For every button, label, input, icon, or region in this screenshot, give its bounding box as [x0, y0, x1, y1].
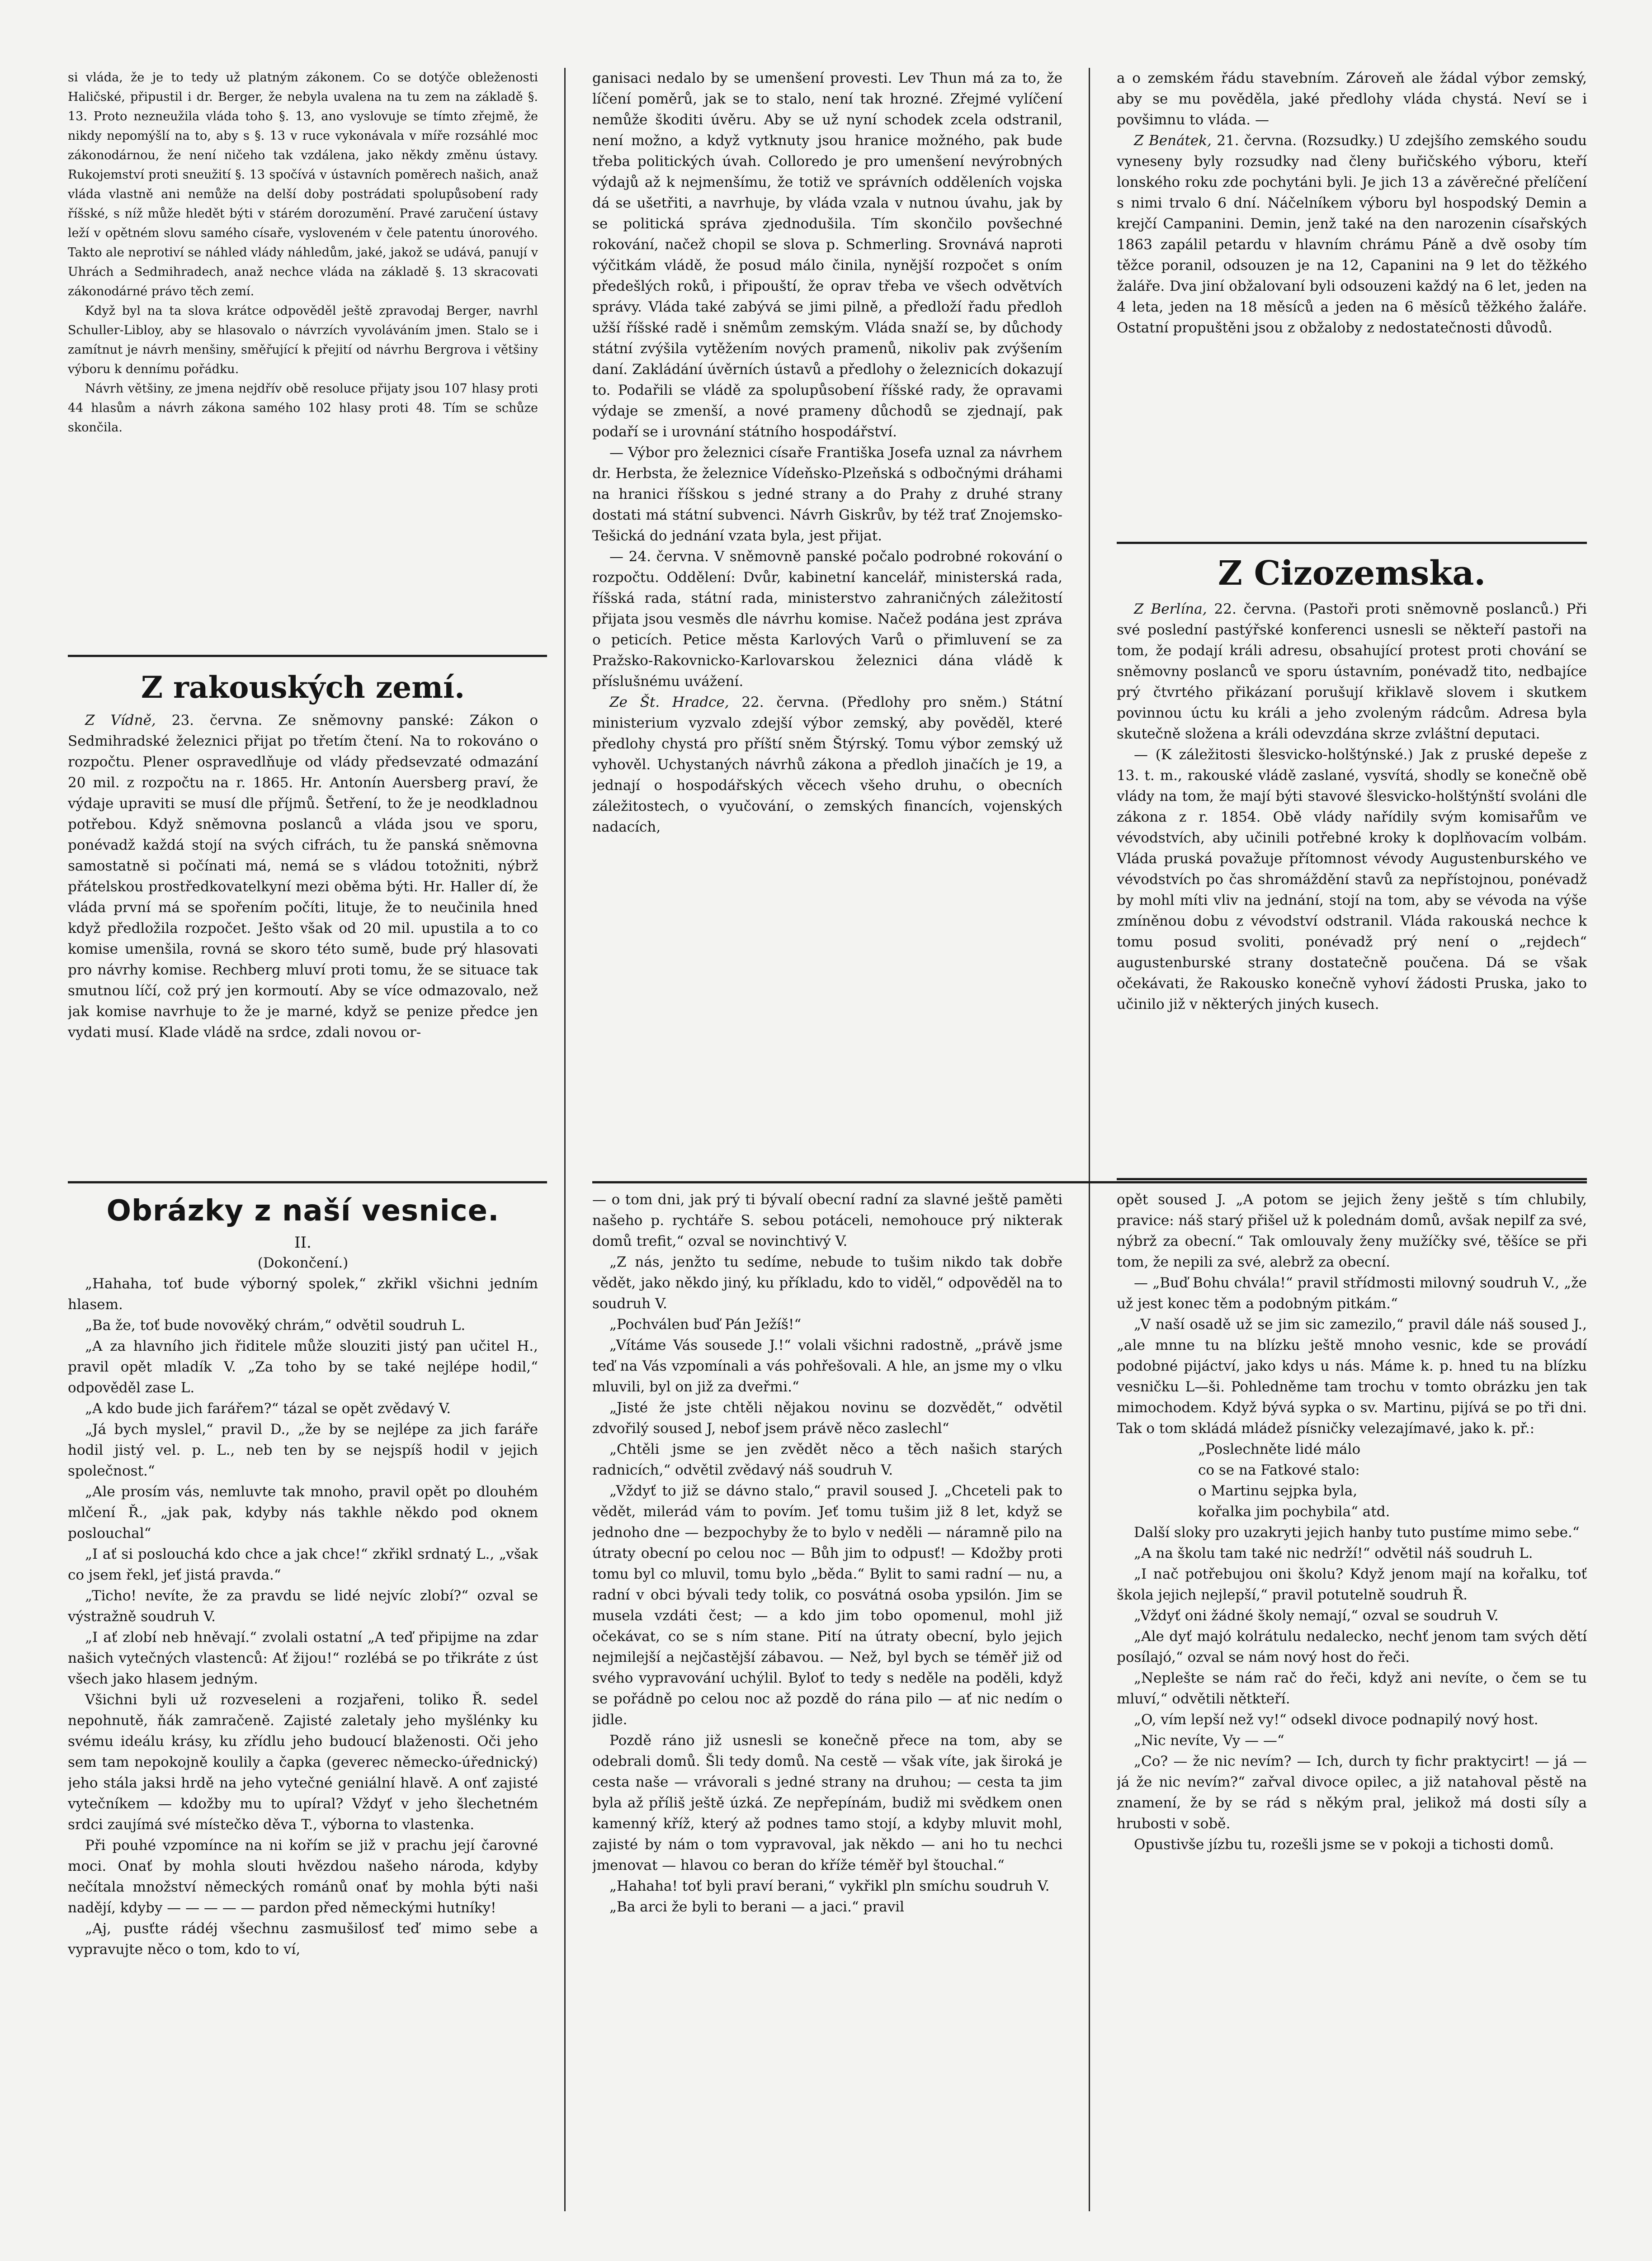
paragraph: „Já bych myslel,“ pravil D., „že by se nejlépe za jich faráře hodil jistý vel. p. L., neb ten by se nejspíš hodil v jejich společnost.“: [68, 1421, 538, 1479]
paragraph-text: 22. června. (Pastoři proti sněmovně poslanců.) Při své poslední pastýřské konferenci usnesli se někteří pastoři na tom, že podají králi adresu, obsahující protest proti chování se sněmovny poslanců ve sporu ústavním, ponévadž tito, nedbajíce prý čtvrtého přikázaní porušují křiklavě slovem i skutkem povinnou úctu ku králi a jeho zvoleným rádcům. Adresa byla skutečně složena a králi odevzdána skrze zvláštní deputaci.: [1117, 601, 1587, 742]
paragraph: „A kdo bude jich farářem?“ tázal se opět zvědavý V.: [85, 1400, 451, 1417]
section-heading: Z rakouských zemí.: [141, 670, 465, 705]
paragraph: [1117, 599, 1587, 744]
paragraph: „Ticho! nevíte, že za pravdu se lidé nejvíc zlobí?“ ozval se výstražně soudruh V.: [68, 1588, 538, 1625]
paragraph: „Aj, pusťte rádéj všechnu zasmušilosť teď mimo sebe a vypravujte něco o tom, kdo to ví,: [68, 1920, 538, 1958]
paragraph: „Nic nevíte, Vy — —“: [1134, 1732, 1284, 1749]
paragraph: — (K záležitosti šlesvicko-holštýnské.) Jak z pruské depeše z 13. t. m., rakouské vládě zaslané, vysvítá, shodly se konečně obě vlády na tom, že mají býti stavové šlesvicko-holštýnští svoláni dle zákona z r. 1854. Obě vlády nařídily svým komisařům ve vévodstvích, aby učinili potřebné kroky k doplňovacím volbám. Vláda pruská považuje přítomnost vévody Augustenburského ve vévodstvích po čas shromáždění stavů za nepřístojnou, ponévadž by mohl míti vliv na jednání, stojí na tom, aby se vévoda na výše zmíněnou dobu z vévodství odstranil. Vláda rakouská nechce k tomu posud svoliti, ponévadž prý není o „rejdech“ augustenburské strany dostatečně poučena. Dá se však očekávati, že Rakousko konečně vyhoví žádosti Pruska, jako to učinilo již v některých jiných kusech.: [1117, 747, 1587, 1012]
paragraph: „A na školu tam také nic nedrží!“ odvětil náš soudruh L.: [1134, 1545, 1533, 1561]
paragraph: „Hahaha! toť byli praví berani,“ vykřikl pln smíchu soudruh V.: [609, 1878, 1050, 1894]
paragraph: „Ale prosím vás, nemluvte tak mnoho, pravil opět po dlouhém mlčení Ř., „jak pak, kdyby nás takhle někdo pod oknem poslouchal“: [68, 1484, 538, 1542]
paragraph: „O, vím lepší než vy!“ odsekl divoce podnapilý nový host.: [1134, 1712, 1539, 1728]
section-cizozemska: [1117, 548, 1587, 1015]
paragraph: Opustivše jízbu tu, rozešli jsme se v pokoji a tichosti domů.: [1134, 1836, 1554, 1853]
feature-obrazky: [68, 1189, 538, 1960]
column-3: [1117, 68, 1587, 2211]
paragraph: Všichni byli už rozveseleni a rozjařeni, toliko Ř. sedel nepohnutě, ňák zamračeně. Zajisté zaletaly jeho myšlénky ku svému ideálu krásy, ku zřídlu jeho budoucí blaženosti. Oči jeho sem tam nepokojně koulily a čapka (geverec německo-úřednický) jeho stála jaksi hrdě na jeho vytečné geniální hlavě. A onť zajisté vytečníkem — kdožby mu to upíral? Vždyť v jeho šlechetném srdci zaujímá své místečko děva T., výborna to vlastenka.: [68, 1692, 538, 1833]
column-2: [592, 68, 1062, 2211]
paragraph: ganisaci nedalo by se umenšení provesti. Lev Thun má za to, že líčení poměrů, jak se to stalo, není tak hrozné. Zřejmé vylíčení nemůže škoditi úvěru. Aby se už nyní schodek zcela odstranil, není možno, a když vytknuty jsou hranice možného, pak bude třeba politických úvah. Colloredo je pro umenšení nevýrobných výdajů až k nejmenšímu, že totiž ve správních odděleních vojska dá se ušetřiti, a navrhuje, by vláda vzala v nutnou úvahu, jak by se politická správa zjednodušila. Tím skončilo povšechné rokování, načež chopil se slova p. Schmerling. Srovnává naproti výčitkám vládě, že posud málo činila, nynější rozpočet s oním předešlých roků, i připouští, že oprav třeba ve všech odvětvích správy. Vláda také zabývá se jimi pilně, a předloží řadu předloh užší říšské radě i sněmům zemským. Vláda snaží se, by důchody státní zvýšila vytěžením nových pramenů, nikoliv pak zvýšením daní. Zakládání úvěrních ústavů a předlohy o železnicích dokazují to. Podařili se vládě za spolupůsobení říšské rady, že opravami výdaje se zmenší, a nové prameny důchodů se zjednají, pak podaří se i urovnání státního hospodářství.: [592, 70, 1062, 440]
dateline: Z Berlína,: [1134, 601, 1207, 617]
paragraph: „V naší osadě už se jim sic zamezilo,“ pravil dále náš soused J., „ale mnne tu na blízku ještě mnoho vesnic, kde se provádí podobné pijáctví, jako kdys u nás. Máme k. p. hned tu na blízku vesničku L—ši. Pohledněme tam trochu v tomto obrázku jen tak mimochodem. Když bývá sypka o sv. Martinu, pijívá se po tři dni. Tak o tom skládá mládež písničky velezajímavé, jako k. př.:: [1117, 1316, 1587, 1437]
verse-line: o Martinu sejpka byla,: [1198, 1483, 1358, 1499]
paragraph: — o tom dni, jak prý ti bývalí obecní radní za slavné ještě paměti našeho p. rychtáře S. sebou potáceli, nemohouce prý nikterak domů trefit,“ ozval se novinchtivý V.: [592, 1192, 1062, 1249]
feature-heading: Obrázky z naší vesnice.: [106, 1194, 500, 1228]
report-continuation: [592, 68, 1062, 837]
paragraph: „Vždyť oni žádné školy nemají,“ ozval se soudruh V.: [1134, 1608, 1499, 1624]
paragraph: „Ale dyť majó kolrátulu nedalecko, nechť jenom tam svých dětí posílajó,“ ozval se nám nový host do řeči.: [1117, 1628, 1587, 1665]
paragraph: „Pochválen buď Pán Ježíš!“: [609, 1316, 802, 1333]
verse-line: kořalka jim pochybila“ atd.: [1198, 1504, 1390, 1520]
report-continuation: [1117, 68, 1587, 338]
report-continuation: [68, 68, 538, 437]
subtitle: (Dokončení.): [257, 1255, 349, 1271]
column-1: [68, 68, 538, 2211]
paragraph: — Výbor pro železnici císaře Františka Josefa uznal za návrhem dr. Herbsta, že železnice Vídeňsko-Plzeňská s odbočnými dráhami na hranici říšskou s jedné strany a do Prahy z druhé strany dostati má státní subvenci. Návrh Giskrův, by též trať Znojemsko-Tešická do jednání vzata byla, jest přijat.: [592, 445, 1062, 544]
verse-line: „Poslechněte lidé málo: [1198, 1441, 1361, 1457]
paragraph: „A za hlavního jich řiditele může slouziti jistý pan učitel H., pravil opět mladík V. „Za toho by se také nejlépe hodil,“ odpověděl zase L.: [68, 1338, 538, 1396]
feature-continuation: [592, 1189, 1062, 1917]
paragraph: [592, 692, 1062, 837]
paragraph: opět soused J. „A potom se jejich ženy ještě s tím chlubily, pravice: náš starý přišel už k polednám domů, avšak nepilf za své, nýbrž za obecní.“ Tak omlouvaly ženy mužíčky své, těšíce se při tom, že nepili za své, alebrž za obecní.: [1117, 1192, 1587, 1270]
paragraph: „Co? — že nic nevím? — Ich, durch ty fichr praktycirt! — já — já že nic nevím?“ zařval divoce opilec, a již natahoval pěstě na znamení, že by se rád s někým pral, jelikož má dosti síly a hrubosti v sobě.: [1117, 1753, 1587, 1832]
paragraph: „Z nás, jenžto tu sedíme, nebude to tušim nikdo tak dobře vědět, jako někdo jiný, ku příkladu, kdo to viděl,“ odpověděl na to soudruh V.: [592, 1254, 1062, 1312]
paragraph: „I nač potřebujou oni školu? Když jenom mají na kořalku, toť škola jejich nejlepší,“ pravil potutelně soudruh Ř.: [1117, 1566, 1587, 1603]
paragraph: — 24. června. V sněmovně panské počalo podrobné rokování o rozpočtu. Oddělení: Dvůr, kabinetní kancelář, ministerská rada, říšská rada, státní rada, ministerstvo zahraničných záležitostí přijata jsou vesměs dle návrhu komise. Načež podána jest zpráva o peticích. Petice města Karlových Varů o přimluvení se za Pražsko-Rakovnicko-Karlovarskou železnici dána vládě k příslušnému uvážení.: [592, 549, 1062, 690]
paragraph-text: 22. června. (Předlohy pro sněm.) Státní ministerium vyzvalo zdejší výbor zemský, aby pověděl, které předlohy chystá pro příští sněm Štýrský. Tomu výbor zemský už vyhověl. Uchystaných návrhů zákona a předloh jinačích je 19, a jednají o hospodářských věcech všeho druhu, o obecních záležitostech, o vyučování, o zemských financích, vojenských nadacích,: [592, 694, 1062, 835]
column-rule: [564, 68, 566, 2211]
section-rakouske-zeme: [68, 665, 538, 1043]
paragraph: „I ať zlobí neb hněvají.“ zvolali ostatní „A teď připijme na zdar našich vytečných vlastenců: Ať žijou!“ rozlébá se po třikráte z úst všech jako hlasem jedným.: [68, 1629, 538, 1687]
part-number: II.: [294, 1234, 312, 1252]
paragraph: „Hahaha, toť bude výborný spolek,“ zkřikl všichni jedním hlasem.: [68, 1276, 538, 1313]
paragraph: — „Buď Bohu chvála!“ pravil střídmosti milovný soudruh V., „že už jest konec těm a podobným pitkám.“: [1117, 1275, 1587, 1312]
verse-line: co se na Fatkové stalo:: [1198, 1462, 1360, 1478]
paragraph: Pozdě ráno již usnesli se konečně přece na tom, aby se odebrali domů. Šli tedy domů. Na cestě — však víte, jak široká je cesta naše — vrávorali s jedné strany na druhou; — cesta ta jim byla až příliš ještě úzká. Ze nepřepínám, budiž mi svědkem onen kamenný kříž, který až podnes tamo stojí, a kdyby mluvit mohl, zajisté by nám o tom vypravoval, jak někdo — ani ho tu nechci jmenovat — hlavou co beran do kříže téměř byl štouchal.“: [592, 1732, 1062, 1873]
paragraph: a o zemském řádu stavebním. Zároveň ale žádal výbor zemský, aby se mu pověděla, jaké předlohy vláda chystá. Neví se i povšimnu to vláda. —: [1117, 70, 1587, 128]
paragraph: „Vždyť to již se dávno stalo,“ pravil soused J. „Chceteli pak to vědět, milerád vám to povím. Jeť tomu tušim již 8 let, když se jednoho dne — bezpochyby že to bylo v neděli — náramně pilo na útraty obecní po celou noc — Bůh jim to odpusť! — Kdožby proti tomu byl co mluvil, tomu bylo „běda.“ Bylit to sami radní — nu, a radní v obci bývali tedy tolik, co posvátná osoba ypsilón. Jim se musela vzdáti čest; — a kdo jim tobo opomenul, mohl již očekávat, co se s ním stane. Pití na útraty obecní, bylo jejich nejmilejší a nejčastější zábavou. — Než, byl bych se téměř již od svého vypravování uchýlil. Byloť to tedy s neděle na poděli, když se pořádně po celou noc až pozdě do rána pilo — ať nic nedím o jidle.: [592, 1483, 1062, 1728]
paragraph: „Neplešte se nám rač do řeči, když ani nevíte, o čem se tu mluví,“ odvětili nětkteří.: [1117, 1670, 1587, 1707]
paragraph: [1117, 130, 1587, 338]
paragraph: „Ba arci že byli to berani — a jaci.“ pravil: [609, 1899, 904, 1915]
paragraph: „Vítáme Vás sousede J.!“ volali všichni radostně, „právě jsme teď na Vás vzpomínali a vás pohřešovali. A hle, an jsme my o vlku mluvili, byl on již za dveřmi.“: [592, 1337, 1062, 1395]
paragraph: „Ba že, toť bude novověký chrám,“ odvětil soudruh L.: [85, 1317, 466, 1334]
dateline: Z Benátek,: [1134, 132, 1212, 149]
paragraph: „Jisté že jste chtěli nějakou novinu se dozvědět,“ odvětil zdvořilý soused J, nebof jsem právě něco zaslechl“: [592, 1400, 1062, 1437]
paragraph: Další sloky pro uzakryti jejich hanby tuto pustíme mimo sebe.“: [1134, 1524, 1580, 1541]
dateline: Z Vídně,: [85, 712, 156, 728]
dateline: Ze Št. Hradce,: [609, 694, 729, 710]
newspaper-page: [68, 68, 1587, 2211]
paragraph-text: 23. června. Ze sněmovny panské: Zákon o Sedmihradské železnici přijat po třetím čtení. Na to rokováno o rozpočtu. Plener ospravedlňuje od vlády předsevzaté odmazání 20 mil. z rozpočtu na r. 1865. Hr. Antonín Auersberg praví, že výdaje upraviti se musí dle příjmů. Šetření, to že je neodkladnou potřebou. Když sněmovna poslanců a vláda jsou ve sporu, ponévadž každá stojí na svých cifrách, tu že panská sněmovna samostatně si počínati má, nemá se s vládou totožniti, nýbrž přátelskou prostředkovatelkyní mezi oběma býti. Hr. Haller dí, že vláda první má se spořením počíti, lituje, že to neučinila hned když předložila rozpočet. Ješto však od 20 mil. upustila a to co komise umenšila, rovná se skoro této sumě, bude prý hlasovati pro návrhy komise. Rechberg mluví proti tomu, že se situace tak smutnou líčí, což prý jen kormoutí. Aby se více odmazovalo, než jak komise navrhuje to že je marné, když se penize předce jen vydati musí. Klade vládě na srdce, zdali novou or-: [68, 712, 538, 1041]
column-rule: [1089, 68, 1090, 2211]
paragraph: [68, 710, 538, 1043]
paragraph: Při pouhé vzpomínce na ni kořím se již v prachu její čarovné moci. Onať by mohla slouti hvězdou našeho národa, kdyby nečítala množství německých románů onať by mohla býti naši nadějí, kdyby — — — — — pardon před německými hutníky!: [68, 1837, 538, 1916]
paragraph: si vláda, že je to tedy už platným zákonem. Co se dotýče obleženosti Haličské, připustil i dr. Berger, že nebyla uvalena na tu zem na základě §. 13. Proto nezneužila vláda toho §. 13, ano vyslovuje se tímto zřejmě, že nikdy nepomýšlí na to, aby s §. 13 v ruce vykonávala v míře rozsáhlé moc zákonodárnou, že není ničeho tak vzdálena, jako někdy změnu ústavy. Rukojemství proti sneužití §. 13 spočívá v ústavních poměrech našich, anaž vláda vlastně ani nemůže na delší doby postrádati spolupůsobení rady říšské, s níž může hledět býti v stárém dorozumění. Pravé zaručení ústavy leží v opětném slovu samého císaře, vysloveném v čele patentu únorového. Takto ale neprotiví se náhled vlády náhledům, jaké, jakož se udává, panují v Uhrách a Sedmihradech, anaž nechce vláda na základě §. 13 skracovati zákonodárné právo těch zemí.: [68, 71, 538, 298]
paragraph: „Chtěli jsme se jen zvědět něco a těch našich starých radnicích,“ odvětil zvědavý náš soudruh V.: [592, 1441, 1062, 1478]
paragraph: Když byl na ta slova krátce odpověděl ještě zpravodaj Berger, navrhl Schuller-Libloy, aby se hlasovalo o návrzích vyvoláváním jmen. Stalo se i zamítnut je návrh menšiny, směřující k přejití od návrhu Bergrova i většiny výboru k dennímu pořádku.: [68, 304, 538, 376]
paragraph: „I ať si poslouchá kdo chce a jak chce!“ zkřikl srdnatý L., „však co jsem řekl, jeť jistá pravda.“: [68, 1546, 538, 1583]
paragraph-text: 21. června. (Rozsudky.) U zdejšího zemského soudu vyneseny byly rozsudky nad členy buřičského výboru, kteří lonského roku zde pochytáni byli. Je jich 13 a závěrečné přelíčení s nimi trvalo 6 dní. Náčelníkem výboru byl hospodský Demin a krejčí Campanini. Demin, jenž také na den narozenin císařských 1863 zapálil petardu v hlavním chrámu Páně a dvě osoby tím těžce poranil, odsouzen je na 12, Capanini na 9 let do těžkého žaláře. Dva jiní obžalovaní byli odsouzeni každý na 6 let, jeden na 4 leta, jeden na 18 měsíců a jeden na 6 měsíců těžkého žaláře. Ostatní propuštěni jsou z obžaloby z nedostatečnosti důvodů.: [1117, 132, 1587, 336]
section-heading: Z Cizozemska.: [1218, 554, 1486, 593]
paragraph: Návrh většiny, ze jmena nejdřív obě resoluce přijaty jsou 107 hlasy proti 44 hlasům a návrh zákona samého 102 hlasy proti 48. Tím se schůze skončila.: [68, 382, 538, 435]
feature-continuation: [1117, 1189, 1587, 1855]
